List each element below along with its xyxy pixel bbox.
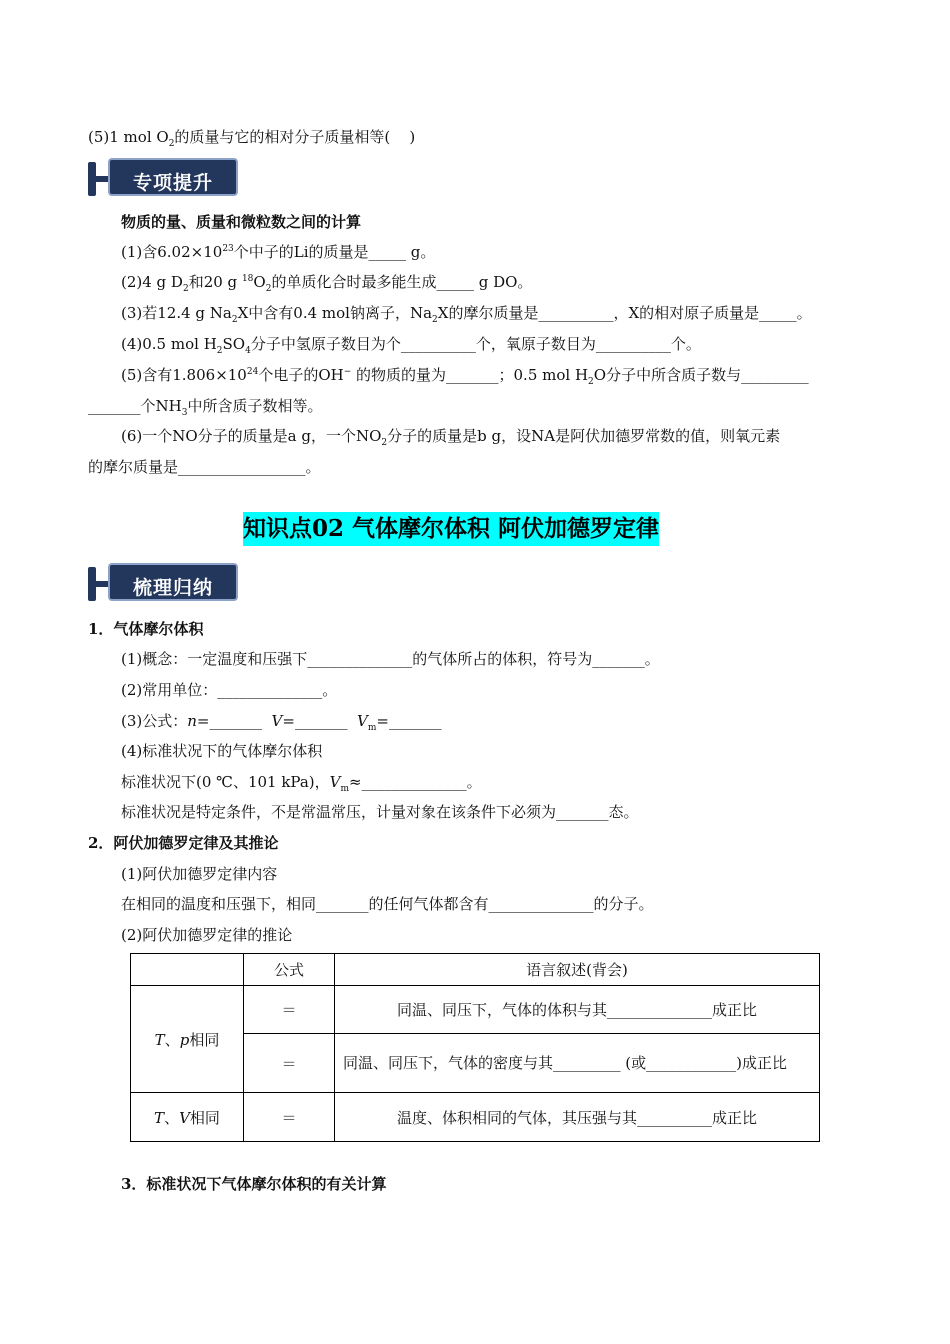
banner-summary	[88, 563, 240, 605]
subsection-3-title: 3．标准状况下气体摩尔体积的有关计算	[121, 1175, 387, 1193]
banner-bar	[88, 567, 96, 601]
condition-cell: T、p相同	[131, 986, 244, 1093]
question-6a: (6)一个NO分子的质量是a g，一个$NO_2$分子的质量是b g，设NA是阿伏加德罗常数的值，则氧元素	[121, 427, 781, 448]
table-header-row	[131, 954, 820, 986]
formula-cell: ＝	[244, 1034, 335, 1093]
table-row	[131, 1093, 820, 1142]
s1-line-1: (1)概念：一定温度和压强下______________的气体所占的体积，符号为_______。	[121, 650, 660, 668]
banner-label: 梳理归纳	[132, 577, 213, 599]
s1-line-4: (4)标准状况下的气体摩尔体积	[121, 742, 323, 760]
banner-box	[108, 158, 238, 196]
s1-line-2: (2)常用单位：______________。	[121, 681, 338, 699]
question-2: (2)4 g $D_2$和20 g $^{18}O_2$的单质化合时最多能生成_____ g DO。	[121, 273, 533, 294]
inference-table	[130, 953, 820, 1142]
question-5b: _______个$NH_3$中所含质子数相等。	[88, 397, 323, 418]
section-title: 物质的量、质量和微粒数之间的计算	[121, 213, 362, 231]
knowledge-point-heading: 知识点02 气体摩尔体积 阿伏加德罗定律	[243, 512, 659, 546]
item-5-statement	[88, 128, 416, 149]
s2-line-2: 在相同的温度和压强下，相同_______的任何气体都含有______________的分子。	[121, 895, 654, 913]
s1-line-3: (3)公式：n=_______ V=_______ $V_m=\_\_\_\_\_\_\_$	[121, 712, 442, 733]
table-header-cell	[131, 954, 244, 986]
subsection-2-title: 2．阿伏加德罗定律及其推论	[88, 834, 279, 852]
question-6b: 的摩尔质量是_________________。	[88, 458, 321, 476]
statement-cell: 温度、体积相同的气体，其压强与其__________成正比	[335, 1093, 820, 1142]
subsection-1-title: 1．气体摩尔体积	[88, 620, 204, 638]
s1-line-5: 标准状况下(0 ℃、101 kPa)，$V_m\approx\_\_\_\_\_\_\_\_\_\_\_\_\_\_$。	[121, 773, 482, 794]
banner-box	[108, 563, 238, 601]
statement-cell: 同温、同压下，气体的密度与其_________ (或____________)成正比	[335, 1034, 820, 1093]
question-1: (1)含$6.02\times 10^{23}$个中子的Li的质量是_____ g。	[121, 243, 436, 261]
s2-line-3: (2)阿伏加德罗定律的推论	[121, 926, 293, 944]
formula-cell: ＝	[244, 1093, 335, 1142]
condition-cell: T、V相同	[131, 1093, 244, 1142]
question-3: (3)若12.4 g $Na_2X$中含有0.4 mol钠离子，$Na_2X$的摩尔质量是__________，X的相对原子质量是_____。	[121, 304, 812, 325]
s2-line-1: (1)阿伏加德罗定律内容	[121, 865, 278, 883]
formula-cell: ＝	[244, 986, 335, 1034]
question-5a: (5)含有$1.806\times 10^{24}$个电子的OH− 的物质的量为_______；0.5 mol $H_2O$分子中所含质子数与_________	[121, 366, 809, 387]
question-4: (4)0.5 mol $H_2SO_4$分子中氢原子数目为个__________个，氧原子数目为__________个。	[121, 335, 701, 356]
s1-line-6: 标准状况是特定条件，不是常温常压，计量对象在该条件下必须为_______态。	[121, 803, 639, 821]
item-5-text: (5)1 mol $O_2$的质量与它的相对分子质量相等( )	[88, 128, 416, 149]
banner-label: 专项提升	[132, 172, 213, 194]
statement-cell: 同温、同压下，气体的体积与其______________成正比	[335, 986, 820, 1034]
banner-bar	[88, 162, 96, 196]
table-row	[131, 986, 820, 1034]
banner-special-improvement	[88, 158, 240, 200]
table-header-cell: 公式	[244, 954, 335, 986]
table-header-cell: 语言叙述(背会)	[335, 954, 820, 986]
